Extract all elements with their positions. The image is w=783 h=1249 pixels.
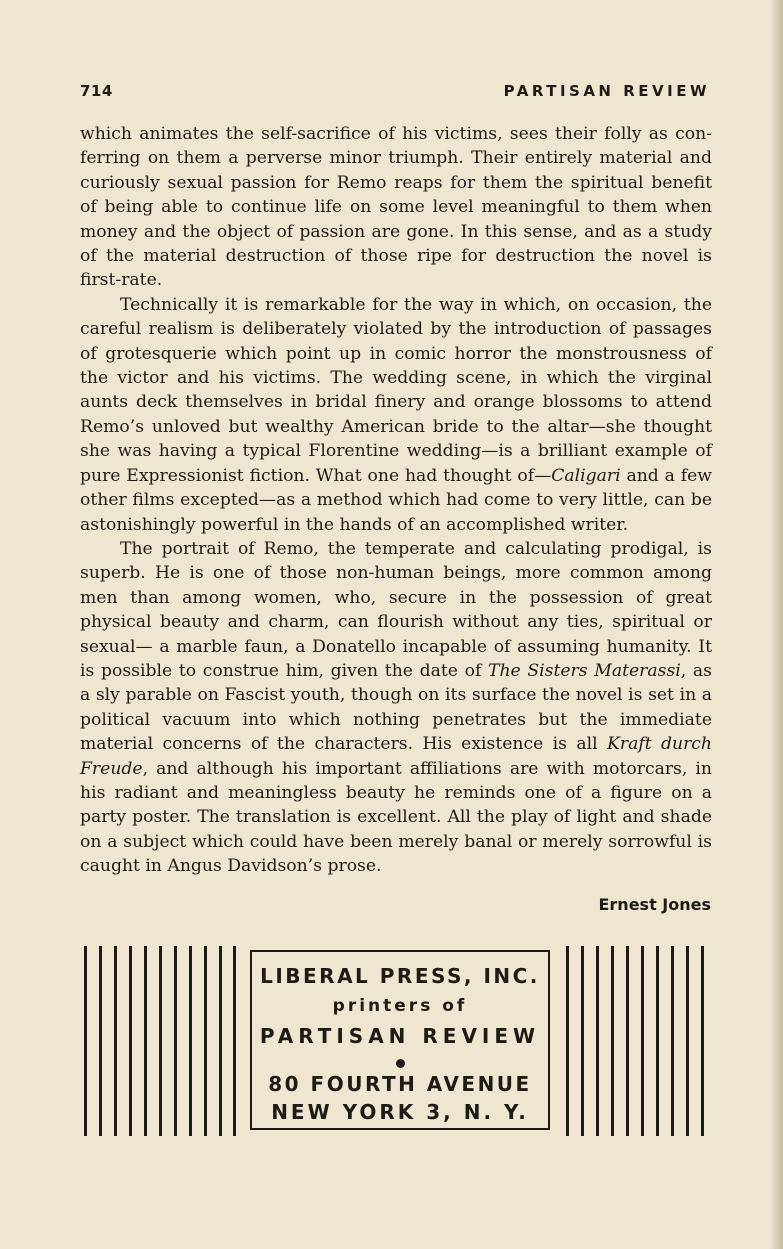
running-head: PARTISAN REVIEW (503, 82, 710, 100)
bar (219, 946, 222, 1136)
bar (656, 946, 659, 1136)
paragraph-3-text-a: The portrait of Remo, the temperate and calculating prodigal, is superb. He is one of those non-human beings, more common among men than among women, who, secure in the possession of great physical beauty and charm, can flourish without any ties, spiritual or sexual— a marble faun, a Donatello incapable of assuming humanity. It is possible to construe him, given the date of (80, 538, 712, 681)
film-title-caligari: Caligari (551, 465, 621, 486)
paragraph-3-text-b: , as a sly parable on Fascist youth, though on its surface the novel is set in a political vacuum into which nothing penetrates but the immediate material concerns of the characters. His existence is all (80, 660, 713, 755)
bar (204, 946, 207, 1136)
paragraph-2-text-a: Technically it is remarkable for the way in which, on occasion, the careful realism is deliberately violated by the introduction of passages of grotesquerie which point up in comic horror the monstrousness of the victor and his victims. The wedding scene, in which the virginal aunts deck themselves in bridal finery and orange blossoms to attend Remo’s unloved but wealthy American bride to the altar—she thought she was having a typical Florentine wedding—is a brilliant example of pure Expressionist fiction. What one had thought of— (80, 294, 712, 486)
page-edge-shadow (769, 0, 783, 1249)
page-header (80, 82, 710, 104)
ad-printers-of: printers of (332, 996, 468, 1016)
ad-company-name: LIBERAL PRESS, INC. (260, 964, 540, 988)
page-number: 714 (80, 82, 113, 100)
bar (566, 946, 569, 1136)
article-body (80, 122, 712, 879)
bar (233, 946, 236, 1136)
printer-advertisement (82, 946, 712, 1136)
bar (114, 946, 117, 1136)
bar (686, 946, 689, 1136)
paragraph-3 (80, 537, 712, 879)
slogan-kraft-durch-freude: Kraft durch Freude (80, 734, 712, 779)
paragraph-2-text-b: and a few other films excepted—as a method which had come to very little, can be astonishingly powerful in the hands of an accomplished writer. (80, 465, 712, 535)
bar (671, 946, 674, 1136)
decorative-bars-right (564, 946, 712, 1136)
bar (701, 946, 704, 1136)
bar (581, 946, 584, 1136)
ad-box (250, 950, 550, 1130)
book-title: The Sisters Materassi (488, 660, 681, 681)
author-signature: Ernest Jones (598, 895, 711, 914)
ad-street-address: 80 FOURTH AVENUE (268, 1072, 532, 1096)
bullet-dot-icon (396, 1059, 405, 1068)
bar (144, 946, 147, 1136)
bar (189, 946, 192, 1136)
ad-city: NEW YORK 3, N. Y. (271, 1100, 529, 1124)
paragraph-3-text-c: , and although his important affiliations are with motorcars, in his radiant and meaningless beauty he reminds one of a figure on a party poster. The translation is excellent. All the play of light and shade on a subject which could have been merely banal or merely sorrowful is caught in Angus Davidson’s prose. (80, 758, 712, 877)
paragraph-1 (80, 122, 712, 293)
bar (159, 946, 162, 1136)
decorative-bars-left (82, 946, 236, 1136)
bar (99, 946, 102, 1136)
bar (596, 946, 599, 1136)
bar (84, 946, 87, 1136)
paragraph-1-text: which animates the self-sacrifice of his victims, sees their folly as conferring on them a perverse minor triumph. Their entirely material and curiously sexual passion for Remo reaps for them the spiritual benefit of being able to continue life on some level meaningful to them when money and the object of passion are gone. In this sense, and as a study of the material destruction of those ripe for destruction the novel is first-rate. (80, 124, 712, 291)
bar (174, 946, 177, 1136)
ad-magazine-name: PARTISAN REVIEW (259, 1024, 541, 1048)
bar (626, 946, 629, 1136)
bar (641, 946, 644, 1136)
paragraph-2 (80, 293, 712, 537)
bar (129, 946, 132, 1136)
bar (611, 946, 614, 1136)
